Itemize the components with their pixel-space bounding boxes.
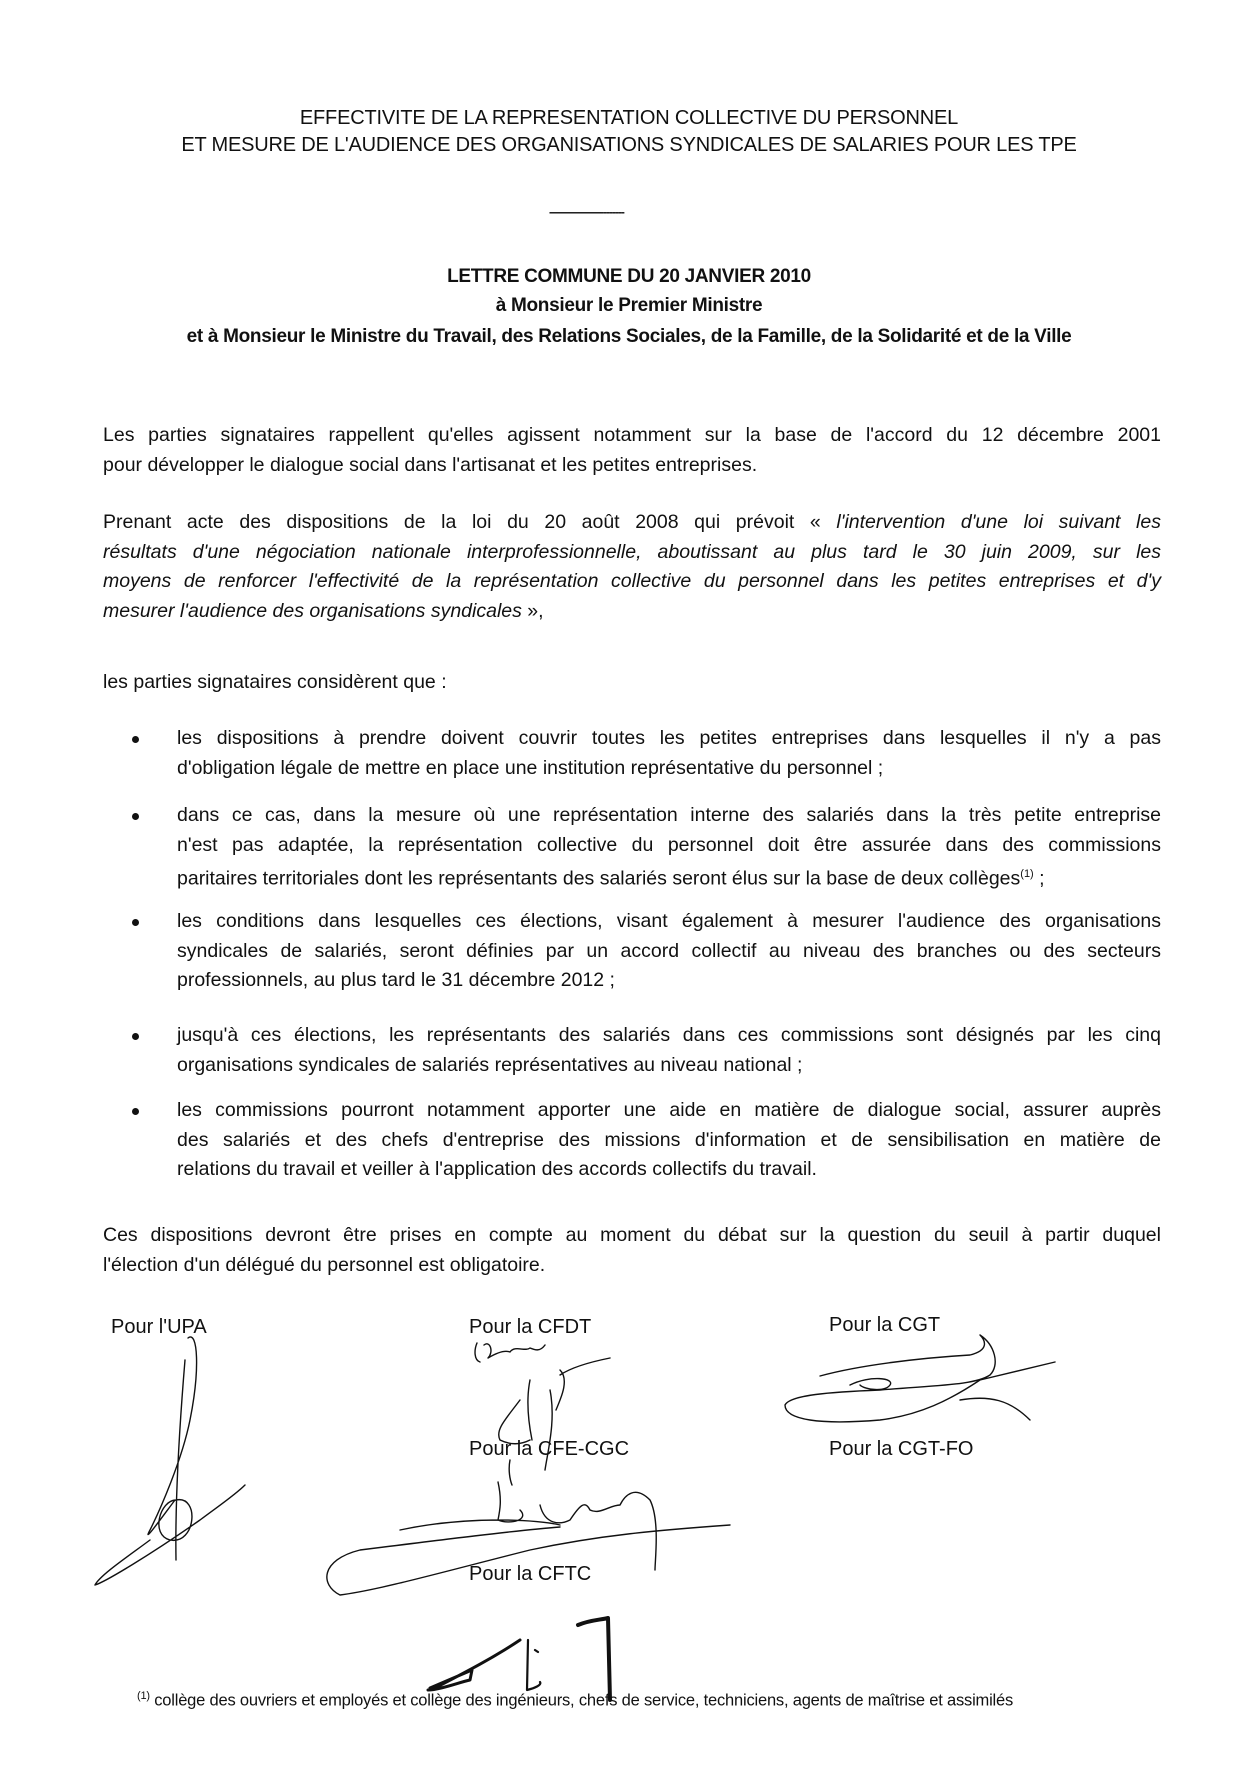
text-line: pour développer le dialogue social dans l'artisanat et les petites entreprises. bbox=[103, 453, 758, 476]
signature-label-upa: Pour l'UPA bbox=[111, 1316, 207, 1338]
signature-label-cfe-cgc: Pour la CFE-CGC bbox=[469, 1438, 630, 1460]
text-line: organisations syndicales de salariés représentatives au niveau national ; bbox=[177, 1053, 803, 1076]
text-line: Ces dispositions devront être prises en compte au moment du débat sur la question du seuil à partir duquel bbox=[103, 1224, 1161, 1246]
text-line: n'est pas adaptée, la représentation collective du personnel doit être assurée dans des commissions bbox=[177, 833, 1161, 856]
text-line: des salariés et des chefs d'entreprise des missions d'information et de sensibilisation en matière de bbox=[177, 1128, 1161, 1151]
text: », bbox=[521, 600, 544, 623]
signature-label-cftc: Pour la CFTC bbox=[469, 1563, 592, 1585]
document-title-line-2: ET MESURE DE L'AUDIENCE DES ORGANISATIONS SYNDICALES DE SALARIES POUR LES TPE bbox=[181, 134, 1077, 156]
letter-recipient-1: à Monsieur le Premier Ministre bbox=[495, 295, 763, 316]
letter-heading: LETTRE COMMUNE DU 20 JANVIER 2010 bbox=[447, 266, 811, 287]
separator: ------------------------- bbox=[549, 205, 624, 219]
text-line: dans ce cas, dans la mesure où une représentation interne des salariés dans la très petite entreprise bbox=[177, 804, 1161, 826]
text-line: syndicales de salariés, seront définies par un accord collectif au niveau des branches ou des secteurs bbox=[177, 939, 1161, 962]
text-line: relations du travail et veiller à l'application des accords collectifs du travail. bbox=[177, 1158, 817, 1181]
footnote bbox=[137, 1690, 1013, 1711]
signature-cfdt bbox=[475, 1343, 610, 1470]
quote-line: moyens de renforcer l'effectivité de la représentation collective du personnel dans les petites entreprises et d'y bbox=[103, 570, 1161, 593]
footnote-text: collège des ouvriers et employés et collège des ingénieurs, chefs de service, techniciens, agents de maîtrise et assimilés bbox=[149, 1691, 1014, 1710]
text-line: Les parties signataires rappellent qu'elles agissent notamment sur la base de l'accord du 12 décembre 2001 bbox=[103, 424, 1161, 446]
signature-label-cfdt: Pour la CFDT bbox=[469, 1316, 592, 1338]
text-line: les conditions dans lesquelles ces élections, visant également à mesurer l'audience des organisations bbox=[177, 910, 1161, 932]
footnote-marker: (1) bbox=[137, 1690, 150, 1702]
text-line: d'obligation légale de mettre en place une institution représentative du personnel ; bbox=[177, 756, 884, 779]
text: ; bbox=[1033, 867, 1045, 890]
text-line: professionnels, au plus tard le 31 décembre 2012 ; bbox=[177, 969, 615, 992]
text-line: les dispositions à prendre doivent couvrir toutes les petites entreprises dans lesquelles il n'y a pas bbox=[177, 727, 1161, 749]
text-line: les commissions pourront notamment apporter une aide en matière de dialogue social, assurer auprès bbox=[177, 1099, 1161, 1121]
signature-label-cgt: Pour la CGT bbox=[829, 1314, 941, 1336]
document-title-line-1: EFFECTIVITE DE LA REPRESENTATION COLLECTIVE DU PERSONNEL bbox=[299, 107, 959, 129]
letter-recipient-2: et à Monsieur le Ministre du Travail, des Relations Sociales, de la Famille, de la Solidarité et de la Ville bbox=[186, 326, 1072, 347]
text: paritaires territoriales dont les représentants des salariés seront élus sur la base de deux collèges bbox=[177, 867, 1021, 890]
text-line: jusqu'à ces élections, les représentants des salariés dans ces commissions sont désignés par les cinq bbox=[177, 1024, 1161, 1046]
quote-line: résultats d'une négociation nationale interprofessionnelle, aboutissant au plus tard le 30 juin 2009, sur les bbox=[103, 540, 1161, 563]
text-line: l'élection d'un délégué du personnel est obligatoire. bbox=[103, 1253, 546, 1276]
signature-cfe-cgc bbox=[327, 1460, 730, 1595]
intro-text: les parties signataires considèrent que : bbox=[103, 671, 447, 693]
text: Prenant acte des dispositions de la loi du 20 août 2008 qui prévoit « bbox=[103, 511, 837, 533]
signature-cftc bbox=[428, 1618, 610, 1700]
footnote-ref: (1) bbox=[1020, 868, 1034, 881]
quote-text: l'intervention d'une loi suivant les bbox=[836, 511, 1161, 533]
quote-text: mesurer l'audience des organisations syndicales bbox=[103, 600, 522, 623]
signature-cgt bbox=[785, 1335, 1055, 1422]
signature-upa bbox=[95, 1337, 245, 1585]
signature-label-cgt-fo: Pour la CGT-FO bbox=[829, 1438, 974, 1460]
